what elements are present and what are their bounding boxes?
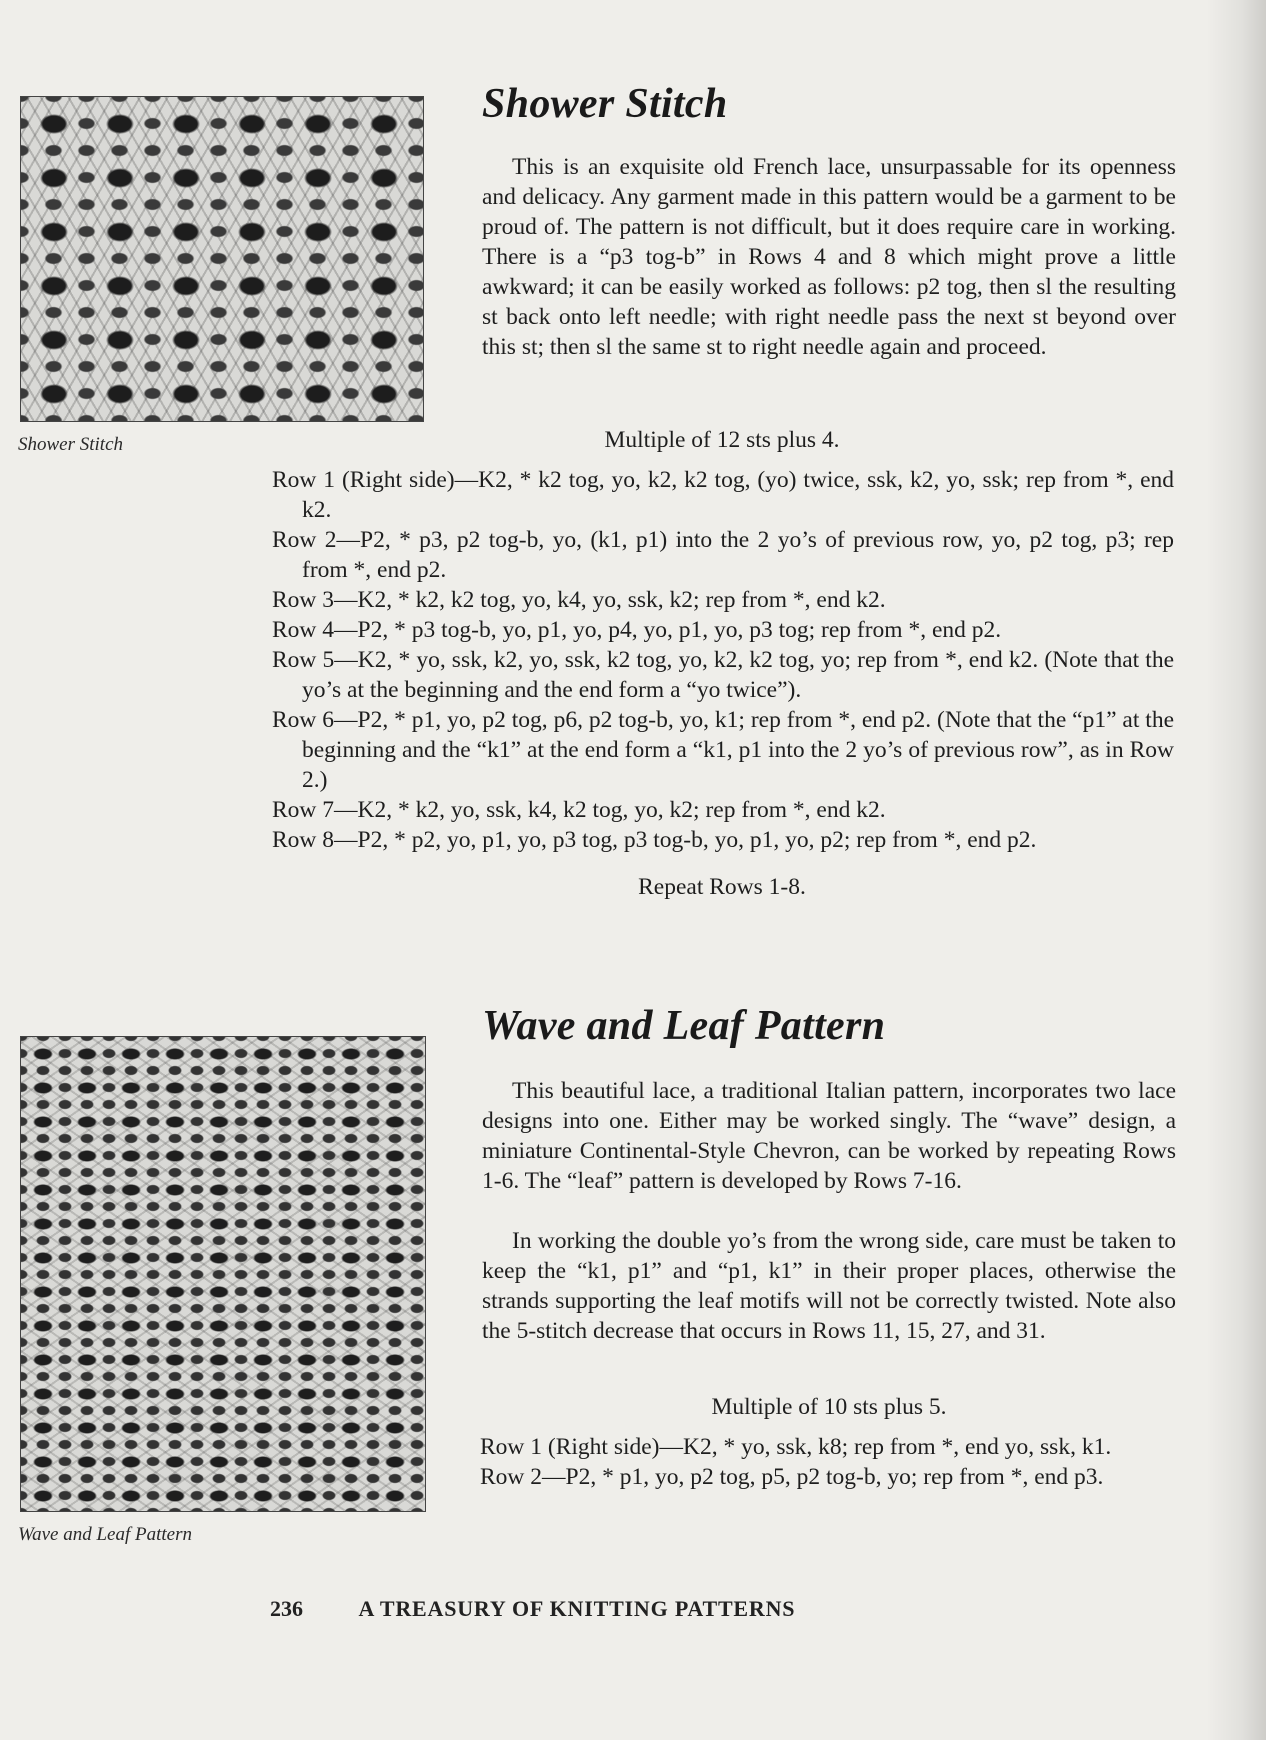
row-instruction: Row 4—P2, * p3 tog-b, yo, p1, yo, p4, yo, p1, yo, p3 tog; rep from *, end p2. (272, 617, 1002, 643)
wave-leaf-para-1: This beautiful lace, a traditional Italian pattern, incorporates two lace designs into one. Either may be worked singly. The “wave” design, a miniature Continental-Style Chevron, can be worked by repeating Rows 1-6. The “leaf” pattern is developed by Rows 7-16. (482, 1078, 1176, 1194)
page-footer (270, 1596, 795, 1622)
wave-leaf-rows (480, 1432, 1174, 1492)
wave-leaf-multiple: Multiple of 10 sts plus 5. (711, 1394, 947, 1420)
row-instruction: Row 5—K2, * yo, ssk, k2, yo, ssk, k2 tog, yo, k2, k2 tog, yo; rep from *, end k2. (Note that the yo’s at the beginning and the end form a “yo twice”). (272, 647, 1174, 703)
wave-leaf-title: Wave and Leaf Pattern (482, 1003, 886, 1049)
row-instruction: Row 1 (Right side)—K2, * yo, ssk, k8; rep from *, end yo, ssk, k1. (480, 1434, 1112, 1460)
row-instruction: Row 7—K2, * k2, yo, ssk, k4, k2 tog, yo, k2; rep from *, end k2. (272, 797, 886, 823)
shower-stitch-title: Shower Stitch (482, 81, 728, 127)
wave-leaf-para-2: In working the double yo’s from the wrong side, care must be taken to keep the “k1, p1” and “p1, k1” in their proper places, otherwise the strands supporting the leaf motifs will not be correctly twisted. Note also the 5-stitch decrease that occurs in Rows 11, 15, 27, and 31. (482, 1228, 1176, 1344)
wave-leaf-caption: Wave and Leaf Pattern (18, 1524, 192, 1545)
shower-stitch-photo (20, 96, 424, 422)
row-instruction: Row 1 (Right side)—K2, * k2 tog, yo, k2, k2 tog, (yo) twice, ssk, k2, yo, ssk; rep from *, end k2. (272, 467, 1174, 523)
shower-stitch-repeat: Repeat Rows 1-8. (638, 874, 806, 900)
shower-stitch-intro: This is an exquisite old French lace, unsurpassable for its openness and delicacy. Any garment made in this pattern would be a garment to be proud of. The pattern is not difficult, but it does require care in working. There is a “p3 tog-b” in Rows 4 and 8 which might prove a little awkward; it can be easily worked as follows: p2 tog, then sl the resulting st back onto left needle; with right needle pass the next st beyond over this st; then sl the same st to right needle again and proceed. (482, 154, 1176, 360)
row-instruction: Row 2—P2, * p3, p2 tog-b, yo, (k1, p1) into the 2 yo’s of previous row, yo, p2 tog, p3; rep from *, end p2. (272, 527, 1174, 583)
row-instruction: Row 6—P2, * p1, yo, p2 tog, p6, p2 tog-b, yo, k1; rep from *, end p2. (Note that the “p1” at the beginning and the “k1” at the end form a “k1, p1 into the 2 yo’s of previous row”, as in Row 2.) (272, 707, 1174, 793)
row-instruction: Row 8—P2, * p2, yo, p1, yo, p3 tog, p3 tog-b, yo, p1, yo, p2; rep from *, end p2. (272, 827, 1037, 853)
shower-stitch-caption: Shower Stitch (18, 434, 124, 455)
wave-leaf-photo (20, 1036, 426, 1512)
book-title: A TREASURY OF KNITTING PATTERNS (358, 1596, 796, 1621)
row-instruction: Row 2—P2, * p1, yo, p2 tog, p5, p2 tog-b, yo; rep from *, end p3. (480, 1464, 1104, 1490)
shower-stitch-multiple: Multiple of 12 sts plus 4. (604, 427, 840, 453)
shower-stitch-rows (272, 465, 1174, 855)
page-number: 236 (270, 1596, 303, 1621)
page-gutter-shadow (1206, 0, 1266, 1740)
row-instruction: Row 3—K2, * k2, k2 tog, yo, k4, yo, ssk, k2; rep from *, end k2. (272, 587, 886, 613)
